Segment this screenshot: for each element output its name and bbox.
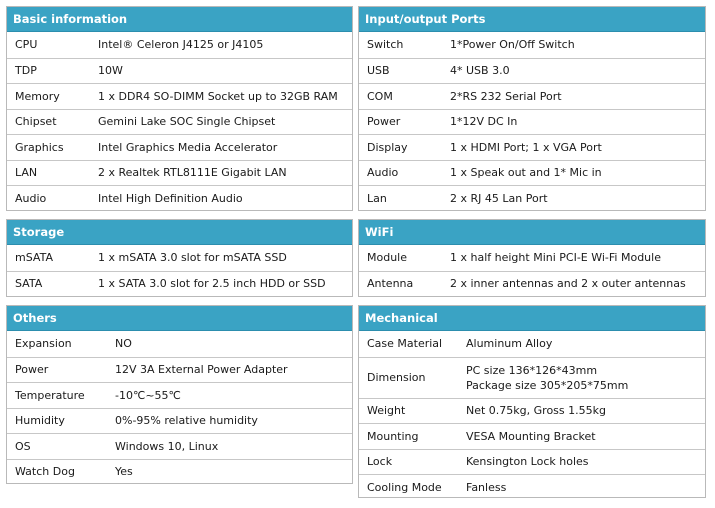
spec-value: Net 0.75kg, Gross 1.55kg	[466, 404, 606, 418]
spec-value: 1 x mSATA 3.0 slot for mSATA SSD	[98, 251, 287, 265]
spec-label: Temperature	[15, 388, 85, 402]
spec-row-usb	[359, 58, 705, 84]
spec-row-display	[359, 134, 705, 160]
spec-row-dimension	[359, 357, 705, 398]
spec-label: Antenna	[367, 277, 414, 291]
spec-row-tdp	[7, 58, 352, 84]
spec-value: Intel High Definition Audio	[98, 191, 243, 205]
spec-value: 2 x RJ 45 Lan Port	[450, 191, 548, 205]
spec-row-mounting	[359, 423, 705, 449]
spec-row-expansion	[7, 331, 352, 357]
spec-value: 2 x inner antennas and 2 x outer antennas	[450, 277, 686, 291]
spec-label: COM	[367, 89, 393, 103]
spec-label: Audio	[15, 191, 47, 205]
spec-value: 4* USB 3.0	[450, 64, 510, 78]
panel-title: Storage	[7, 220, 352, 245]
spec-label: Switch	[367, 38, 404, 52]
spec-value: Intel Graphics Media Accelerator	[98, 140, 278, 154]
spec-value: 1 x half height Mini PCI-E Wi-Fi Module	[450, 251, 661, 265]
spec-label: Lan	[367, 191, 387, 205]
spec-value: 1 x Speak out and 1* Mic in	[450, 166, 602, 180]
spec-label: USB	[367, 64, 390, 78]
spec-value: 1 x DDR4 SO-DIMM Socket up to 32GB RAM	[98, 89, 338, 103]
spec-label: Power	[367, 115, 401, 129]
spec-label: Power	[15, 363, 49, 377]
spec-label: SATA	[15, 277, 43, 291]
spec-label: Dimension	[367, 371, 426, 384]
spec-row-lan	[359, 185, 705, 211]
spec-label: CPU	[15, 38, 38, 52]
spec-label: Lock	[367, 455, 393, 469]
dimension-pc-size: PC size 136*126*43mm	[466, 363, 598, 377]
panel-title: WiFi	[359, 220, 705, 245]
spec-value	[466, 363, 628, 393]
spec-row-chipset	[7, 109, 352, 135]
panel-title: Basic information	[7, 7, 352, 32]
spec-label: Graphics	[15, 140, 64, 154]
dimension-package-size: Package size 305*205*75mm	[466, 378, 629, 392]
spec-row-audio	[7, 185, 352, 211]
spec-label: Mounting	[367, 429, 419, 443]
others-panel	[6, 305, 353, 484]
spec-label: Expansion	[15, 337, 72, 351]
spec-value: Fanless	[466, 480, 507, 494]
spec-value: 1*Power On/Off Switch	[450, 38, 575, 52]
basic-information-panel	[6, 6, 353, 211]
spec-row-module	[359, 245, 705, 271]
spec-value: 10W	[98, 64, 123, 78]
spec-value: Yes	[115, 465, 133, 479]
spec-row-memory	[7, 83, 352, 109]
spec-row-switch	[359, 32, 705, 58]
spec-row-sata	[7, 271, 352, 297]
spec-row-lan	[7, 160, 352, 186]
wifi-panel	[358, 219, 706, 297]
spec-value: Intel® Celeron J4125 or J4105	[98, 38, 264, 52]
spec-label: Case Material	[367, 337, 443, 351]
spec-row-graphics	[7, 134, 352, 160]
spec-value: NO	[115, 337, 132, 351]
spec-row-watch-dog	[7, 459, 352, 485]
spec-row-cpu	[7, 32, 352, 58]
spec-row-power	[7, 357, 352, 383]
spec-row-lock	[359, 449, 705, 475]
spec-value: Aluminum Alloy	[466, 337, 553, 351]
storage-panel	[6, 219, 353, 297]
panel-title: Mechanical	[359, 306, 705, 331]
spec-label: LAN	[15, 166, 38, 180]
spec-value: Kensington Lock holes	[466, 455, 589, 469]
spec-value: 1 x SATA 3.0 slot for 2.5 inch HDD or SSD	[98, 277, 326, 291]
spec-label: Watch Dog	[15, 465, 75, 479]
spec-row-case-material	[359, 331, 705, 357]
spec-row-temperature	[7, 382, 352, 408]
spec-row-audio	[359, 160, 705, 186]
spec-value: 2 x Realtek RTL8111E Gigabit LAN	[98, 166, 287, 180]
spec-row-os	[7, 433, 352, 459]
spec-row-humidity	[7, 408, 352, 434]
spec-label: Chipset	[15, 115, 57, 129]
spec-label: Display	[367, 140, 408, 154]
spec-row-weight	[359, 398, 705, 424]
spec-value: 2*RS 232 Serial Port	[450, 89, 562, 103]
spec-value: 0%-95% relative humidity	[115, 414, 258, 428]
io-ports-panel	[358, 6, 706, 211]
spec-label: Cooling Mode	[367, 480, 442, 494]
spec-row-msata	[7, 245, 352, 271]
spec-row-cooling-mode	[359, 474, 705, 500]
spec-value: -10℃~55℃	[115, 388, 181, 402]
spec-label: Module	[367, 251, 407, 265]
spec-value: VESA Mounting Bracket	[466, 429, 596, 443]
panel-title: Input/output Ports	[359, 7, 705, 32]
spec-label: Audio	[367, 166, 399, 180]
panel-title: Others	[7, 306, 352, 331]
spec-label: mSATA	[15, 251, 53, 265]
spec-label: Weight	[367, 404, 406, 418]
spec-row-antenna	[359, 271, 705, 297]
spec-label: TDP	[15, 64, 37, 78]
spec-value: 1*12V DC In	[450, 115, 518, 129]
mechanical-panel	[358, 305, 706, 498]
spec-row-com	[359, 83, 705, 109]
spec-value: 12V 3A External Power Adapter	[115, 363, 288, 377]
spec-label: Humidity	[15, 414, 65, 428]
spec-row-power	[359, 109, 705, 135]
spec-value: Windows 10, Linux	[115, 439, 219, 453]
spec-label: OS	[15, 439, 31, 453]
spec-value: Gemini Lake SOC Single Chipset	[98, 115, 276, 129]
spec-value: 1 x HDMI Port; 1 x VGA Port	[450, 140, 602, 154]
spec-label: Memory	[15, 89, 60, 103]
